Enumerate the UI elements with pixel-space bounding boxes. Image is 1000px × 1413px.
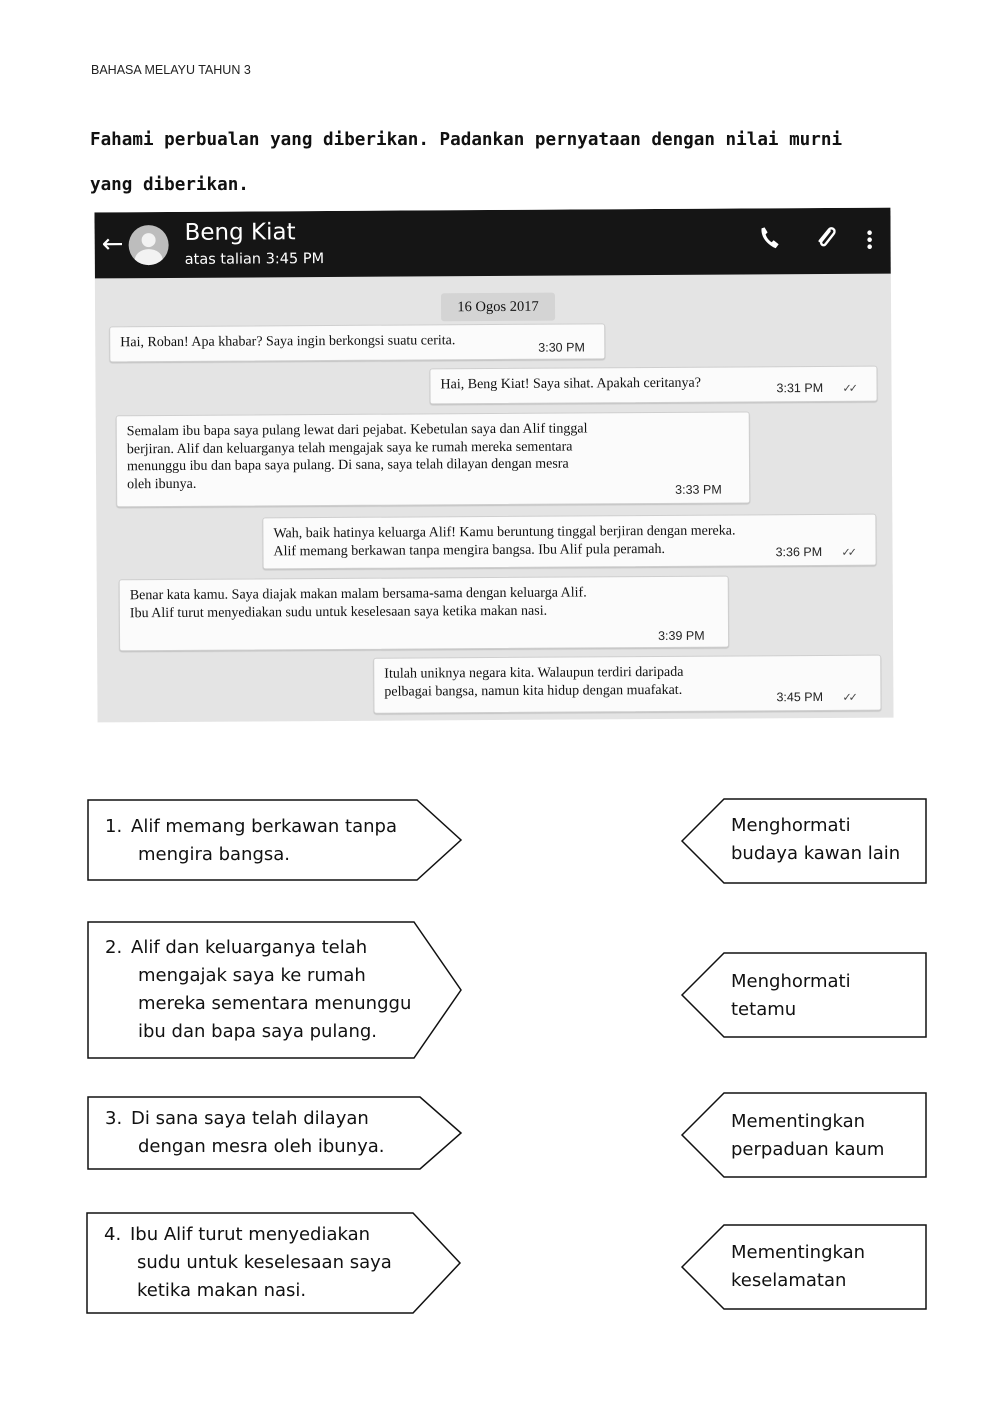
value-line: Menghormati <box>731 971 851 992</box>
message-bubble-received <box>109 323 605 362</box>
message-text: Itulah uniknya negara kita. Walaupun terdiri daripada pelbagai bangsa, namun kita hidup dengan muafakat. <box>384 664 684 700</box>
value-line: Mementingkan <box>731 1111 866 1132</box>
message-time: 3:31 PM <box>776 380 824 396</box>
message-bubble-sent <box>262 514 876 570</box>
message-bubble-received <box>116 411 751 507</box>
message-time: 3:45 PM <box>776 689 824 705</box>
statement-line: mengajak saya ke rumah <box>138 965 366 986</box>
chat-screenshot <box>94 208 893 723</box>
statement-line: Di sana saya telah dilayan <box>131 1108 369 1129</box>
statement-card-4[interactable] <box>86 1212 462 1314</box>
statement-line: Alif dan keluarganya telah <box>131 937 368 958</box>
statement-line: ibu dan bapa saya pulang. <box>138 1021 378 1042</box>
value-line: Menghormati <box>731 815 851 836</box>
statement-line: Ibu Alif turut menyediakan <box>130 1224 371 1245</box>
paperclip-icon[interactable] <box>813 222 839 254</box>
statement-line: Alif memang berkawan tanpa <box>131 816 397 837</box>
message-text: Benar kata kamu. Saya diajak makan malam bersama-sama dengan keluarga Alif. Ibu Alif turut menyediakan sudu untuk keselesaan saya ketika makan nasi. <box>129 585 587 621</box>
chat-toolbar <box>94 208 890 279</box>
worksheet-header: BAHASA MELAYU TAHUN 3 <box>91 63 251 77</box>
message-time: 3:33 PM <box>675 482 722 497</box>
statement-card-2[interactable] <box>87 921 463 1059</box>
message-text: Hai, Beng Kiat! Saya sihat. Apakah ceritanya? <box>440 375 702 393</box>
contact-status: atas talian 3:45 PM <box>184 251 325 268</box>
statement-number: 1. <box>105 816 123 837</box>
phone-icon[interactable] <box>757 222 783 254</box>
statement-card-3[interactable] <box>87 1096 463 1170</box>
statement-card-1[interactable] <box>87 799 463 881</box>
message-time: 3:39 PM <box>658 628 705 644</box>
statement-line: mereka sementara menunggu <box>138 993 412 1014</box>
instruction-text: Fahami perbualan yang diberikan. Padankan pernyataan dengan nilai murni yang diberikan. <box>90 130 843 195</box>
statement-number: 3. <box>105 1108 123 1129</box>
message-bubble-received <box>119 576 729 652</box>
read-ticks-icon: ✓✓ <box>842 690 855 704</box>
value-card-4[interactable] <box>680 1224 928 1310</box>
message-bubble-sent <box>429 366 877 405</box>
value-card-1[interactable] <box>680 798 928 884</box>
statement-line: dengan mesra oleh ibunya. <box>138 1136 385 1157</box>
more-vert-icon[interactable] <box>857 222 883 254</box>
statement-line: ketika makan nasi. <box>137 1280 307 1301</box>
date-chip: 16 Ogos 2017 <box>441 293 555 322</box>
read-ticks-icon: ✓✓ <box>841 545 855 559</box>
value-card-2[interactable] <box>680 952 928 1038</box>
value-line: Mementingkan <box>731 1242 866 1263</box>
statement-line: sudu untuk keselesaan saya <box>137 1252 392 1273</box>
statement-line: mengira bangsa. <box>138 844 291 865</box>
value-line: budaya kawan lain <box>731 843 901 864</box>
avatar <box>129 225 169 265</box>
statement-number: 2. <box>105 937 123 958</box>
message-time: 3:30 PM <box>538 340 585 355</box>
value-line: tetamu <box>731 999 797 1020</box>
message-text: Hai, Roban! Apa khabar? Saya ingin berkongsi suatu cerita. <box>120 333 456 351</box>
value-card-3[interactable] <box>680 1092 928 1178</box>
contact-name: Beng Kiat <box>184 219 296 246</box>
back-arrow-icon[interactable]: ← <box>101 229 124 260</box>
value-line: keselamatan <box>731 1270 847 1291</box>
read-ticks-icon: ✓✓ <box>842 381 856 395</box>
message-text: Wah, baik hatinya keluarga Alif! Kamu beruntung tinggal berjiran dengan mereka. Alif memang berkawan tanpa mengira bangsa. Ibu Alif pula peramah. <box>273 523 736 559</box>
statement-number: 4. <box>104 1224 122 1245</box>
message-bubble-sent <box>373 655 881 714</box>
message-text: Semalam ibu bapa saya pulang lewat dari pejabat. Kebetulan saya dan Alif tinggal berjiran. Alif dan keluarganya telah mengajak saya ke rumah mereka sementara menunggu ibu dan bapa saya pulang. Di sana, saya telah dilayan dengan mesra oleh ibunya. <box>126 421 588 492</box>
value-line: perpaduan kaum <box>731 1139 885 1160</box>
message-time: 3:36 PM <box>775 544 823 560</box>
